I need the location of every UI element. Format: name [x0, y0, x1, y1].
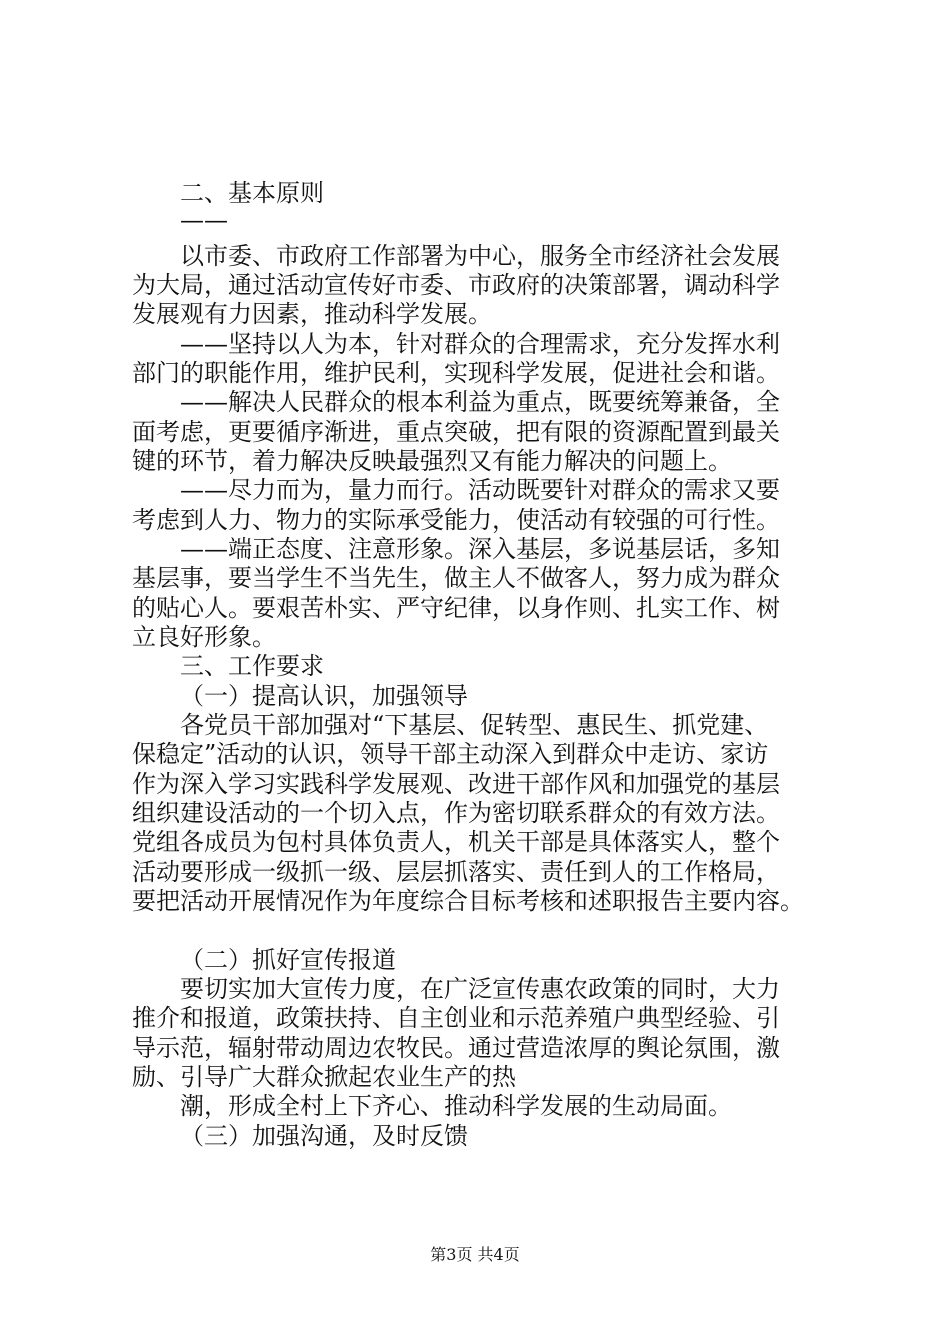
- page-footer: 第3页 共4页: [430, 1245, 520, 1264]
- paragraph-line: 的贴心人。要艰苦朴实、严守纪律，以身作则、扎实工作、树: [132, 594, 780, 622]
- paragraph-line: 基层事，要当学生不当先生，做主人不做客人，努力成为群众: [132, 564, 780, 592]
- paragraph-line: 要切实加大宣传力度，在广泛宣传惠农政策的同时，大力: [180, 975, 780, 1003]
- paragraph-line: 部门的职能作用，维护民利，实现科学发展，促进社会和谐。: [132, 359, 780, 387]
- paragraph-line: ——坚持以人为本，针对群众的合理需求，充分发挥水利: [180, 330, 780, 358]
- paragraph-line: 面考虑，更要循序渐进，重点突破，把有限的资源配置到最关: [132, 418, 780, 446]
- subsection-heading: （二）抓好宣传报道: [180, 946, 396, 974]
- dash-line: ——: [180, 206, 228, 234]
- section-heading: 二、基本原则: [180, 179, 324, 207]
- paragraph-line: 考虑到人力、物力的实际承受能力，使活动有较强的可行性。: [132, 506, 780, 534]
- paragraph-line: 推介和报道，政策扶持、自主创业和示范养殖户典型经验、引: [132, 1004, 780, 1032]
- paragraph-line: ——尽力而为，量力而行。活动既要针对群众的需求又要: [180, 476, 780, 504]
- section-heading: 三、工作要求: [180, 652, 324, 680]
- paragraph-line: 各党员干部加强对“下基层、促转型、惠民生、抓党建、: [180, 711, 769, 739]
- paragraph-line: 为大局，通过活动宣传好市委、市政府的决策部署，调动科学: [132, 271, 780, 299]
- paragraph-line: 导示范，辐射带动周边农牧民。通过营造浓厚的舆论氛围，激: [132, 1034, 780, 1062]
- paragraph-line: 党组各成员为包村具体负责人，机关干部是具体落实人，整个: [132, 828, 780, 856]
- paragraph-line: 作为深入学习实践科学发展观、改进干部作风和加强党的基层: [132, 770, 780, 798]
- paragraph-line: 键的环节，着力解决反映最强烈又有能力解决的问题上。: [132, 447, 732, 475]
- paragraph-line: 发展观有力因素，推动科学发展。: [132, 300, 492, 328]
- paragraph-line: 励、引导广大群众掀起农业生产的热: [132, 1063, 516, 1091]
- paragraph-line: 要把活动开展情况作为年度综合目标考核和述职报告主要内容。: [132, 887, 804, 915]
- subsection-heading: （三）加强沟通，及时反馈: [180, 1122, 468, 1150]
- subsection-heading: （一）提高认识，加强领导: [180, 682, 468, 710]
- paragraph-line: 潮，形成全村上下齐心、推动科学发展的生动局面。: [180, 1092, 732, 1120]
- paragraph-line: 立良好形象。: [132, 623, 276, 651]
- paragraph-line: 组织建设活动的一个切入点，作为密切联系群众的有效方法。: [132, 799, 780, 827]
- paragraph-line: 保稳定”活动的认识，领导干部主动深入到群众中走访、家访: [132, 740, 769, 768]
- paragraph-line: ——解决人民群众的根本利益为重点，既要统筹兼备，全: [180, 388, 780, 416]
- paragraph-line: ——端正态度、注意形象。深入基层，多说基层话，多知: [180, 535, 780, 563]
- paragraph-line: 活动要形成一级抓一级、层层抓落实、责任到人的工作格局，: [132, 858, 780, 886]
- paragraph-line: 以市委、市政府工作部署为中心，服务全市经济社会发展: [180, 242, 780, 270]
